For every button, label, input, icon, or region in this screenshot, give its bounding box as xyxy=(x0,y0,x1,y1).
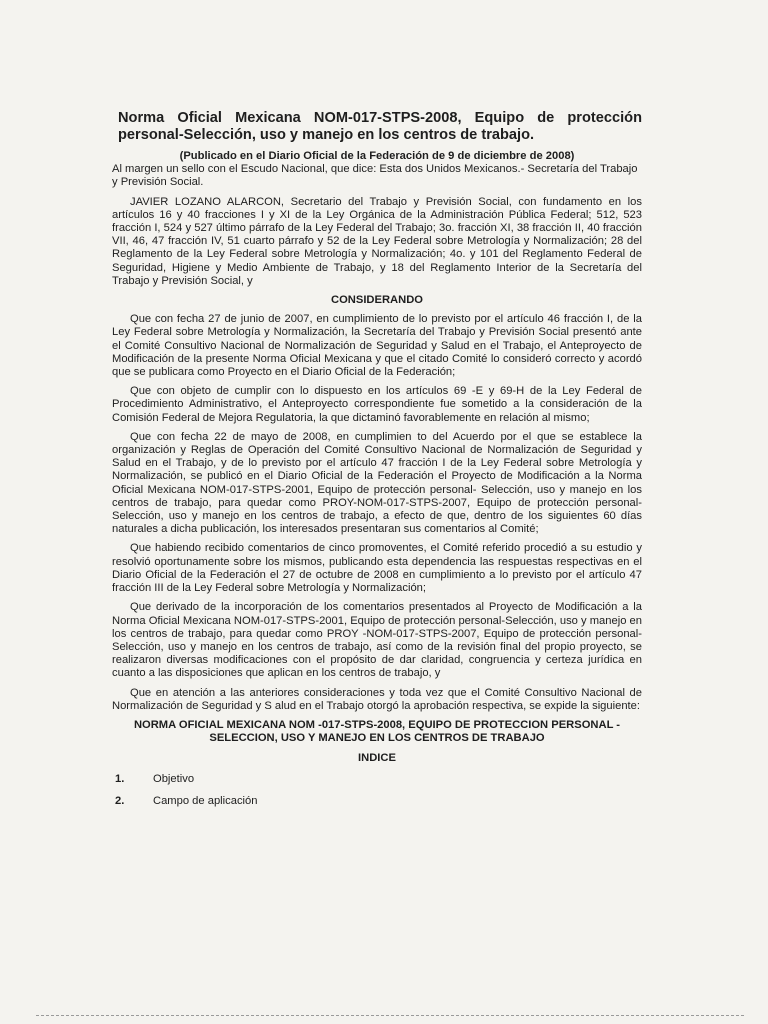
publication-note: (Publicado en el Diario Oficial de la Federación de 9 de diciembre de 2008) xyxy=(179,150,575,162)
seal-paragraph xyxy=(112,163,642,189)
index-item-label: Objetivo xyxy=(153,773,195,786)
considerando-paragraph: Que con fecha 27 de junio de 2007, en cumplimiento de lo previsto por el artículo 46 fracción I, de la Ley Federal sobre Metrología y Normalización, la Secretaría del Trabajo y Previsión Social presentó ante el Comité Consultivo Nacional de Normalización de Seguridad y Salud en el Trabajo, el Anteproyecto de Modificación de la presente Norma Oficial Mexicana y que el citado Comité lo consideró correcto y acordó que se publicara como Proyecto en el Diario Oficial de la Federación; xyxy=(112,313,642,379)
norma-heading-line-2: SELECCION, USO Y MANEJO EN LOS CENTROS DE TRABAJO xyxy=(209,732,545,745)
considerando-paragraph: Que derivado de la incorporación de los comentarios presentados al Proyecto de Modificación a la Norma Oficial Mexicana NOM-017-STPS-2001, Equipo de protección personal-Selección, uso y manejo en los centros de trabajo, para quedar como PROY -NOM-017-STPS-2007, Equipo de protección personal-Selección, uso y manejo en los centros de trabajo, así como de la revisión final del propio proyecto, se realizaron diversas modificaciones con el propósito de dar claridad, congruencia y certeza jurídica en cuanto a las disposiciones que aplican en los centros de trabajo, y xyxy=(112,601,642,680)
document-body xyxy=(112,110,642,818)
index-item xyxy=(112,795,642,808)
preamble-paragraph: JAVIER LOZANO ALARCON, Secretario del Trabajo y Previsión Social, con fundamento en los artículos 16 y 40 fracciones I y XI de la Ley Orgánica de la Administración Pública Federal; 512, 523 fracción I, 524 y 527 último párrafo de la Ley Federal del Trabajo; 3o. fracción XI, 38 fracción II, 40 fracción VII, 46, 47 fracción IV, 51 cuarto párrafo y 52 de la Ley Federal sobre Metrología y Normalización; 28 del Reglamento de la Ley Federal sobre Metrología y Normalización; 4o. y 101 del Reglamento Federal de Seguridad, Higiene y Medio Ambiente de Trabajo, y 18 del Reglamento Interior de la Secretaría del Trabajo y Previsión Social, y xyxy=(112,195,642,287)
index-item xyxy=(112,773,642,786)
index-list xyxy=(112,773,642,808)
considerando-paragraph: Que con objeto de cumplir con lo dispuesto en los artículos 69 -E y 69-H de la Ley Federal de Procedimiento Administrativo, el Anteproyecto correspondiente fue sometido a la consideración de la Comisión Federal de Mejora Regulatoria, la que dictaminó favorablemente en relación al mismo; xyxy=(112,385,642,424)
seal-text-continuation: y Previsión Social. xyxy=(112,176,204,189)
norma-heading-line-1: NORMA OFICIAL MEXICANA NOM -017-STPS-2008, EQUIPO DE PROTECCION PERSONAL - xyxy=(133,718,621,731)
index-item-number: 2. xyxy=(115,795,125,808)
seal-text: Al margen un sello con el Escudo Nacional, que dice: Esta dos Unidos Mexicanos.- Secretaría del Trabajo xyxy=(112,163,638,176)
norma-heading xyxy=(112,719,642,746)
considerando-paragraph: Que en atención a las anteriores consideraciones y toda vez que el Comité Consultivo Nacional de Normalización de Seguridad y S alud en el Trabajo otorgó la aprobación respectiva, se expide la siguiente: xyxy=(112,686,642,712)
page-bottom-edge xyxy=(36,1015,744,1016)
considerando-paragraph: Que con fecha 22 de mayo de 2008, en cumplimien to del Acuerdo por el que se establece la organización y Reglas de Operación del Comité Consultivo Nacional de Normalización de Seguridad y Salud en el Trabajo, y de lo previsto por el artículo 47 fracción I de la Ley Federal sobre Metrología y Normalización, se publicó en el Diario Oficial de la Federación el Proyecto de Modificación a la Norma Oficial Mexicana NOM-017-STPS-2001, Equipo de protección personal- Selección, uso y manejo en los centros de trabajo, para quedar como PROY-NOM-017-STPS-2007, Equipo de protección personal-Selección, uso y manejo en los centros de trabajo, a efecto de que, dentro de los siguientes 60 días naturales a dicha publicación, los interesados presentaran sus comentarios al Comité; xyxy=(112,430,642,536)
index-heading: INDICE xyxy=(358,751,396,764)
considerando-heading: CONSIDERANDO xyxy=(331,294,423,307)
considerando-paragraph: Que habiendo recibido comentarios de cinco promoventes, el Comité referido procedió a su estudio y resolvió oportunamente sobre los mismos, publicando esta dependencia las respuestas respectivas en el Diario Oficial de la Federación el 27 de octubre de 2008 en cumplimiento a lo previsto por el artículo 47 fracción III de la Ley Federal sobre Metrología y Normalización; xyxy=(112,542,642,595)
index-item-label: Campo de aplicación xyxy=(153,795,258,808)
index-item-number: 1. xyxy=(115,773,125,786)
document-title: Norma Oficial Mexicana NOM-017-STPS-2008, Equipo de protección personal-Selección, uso y manejo en los centros de trabajo. xyxy=(118,110,642,143)
